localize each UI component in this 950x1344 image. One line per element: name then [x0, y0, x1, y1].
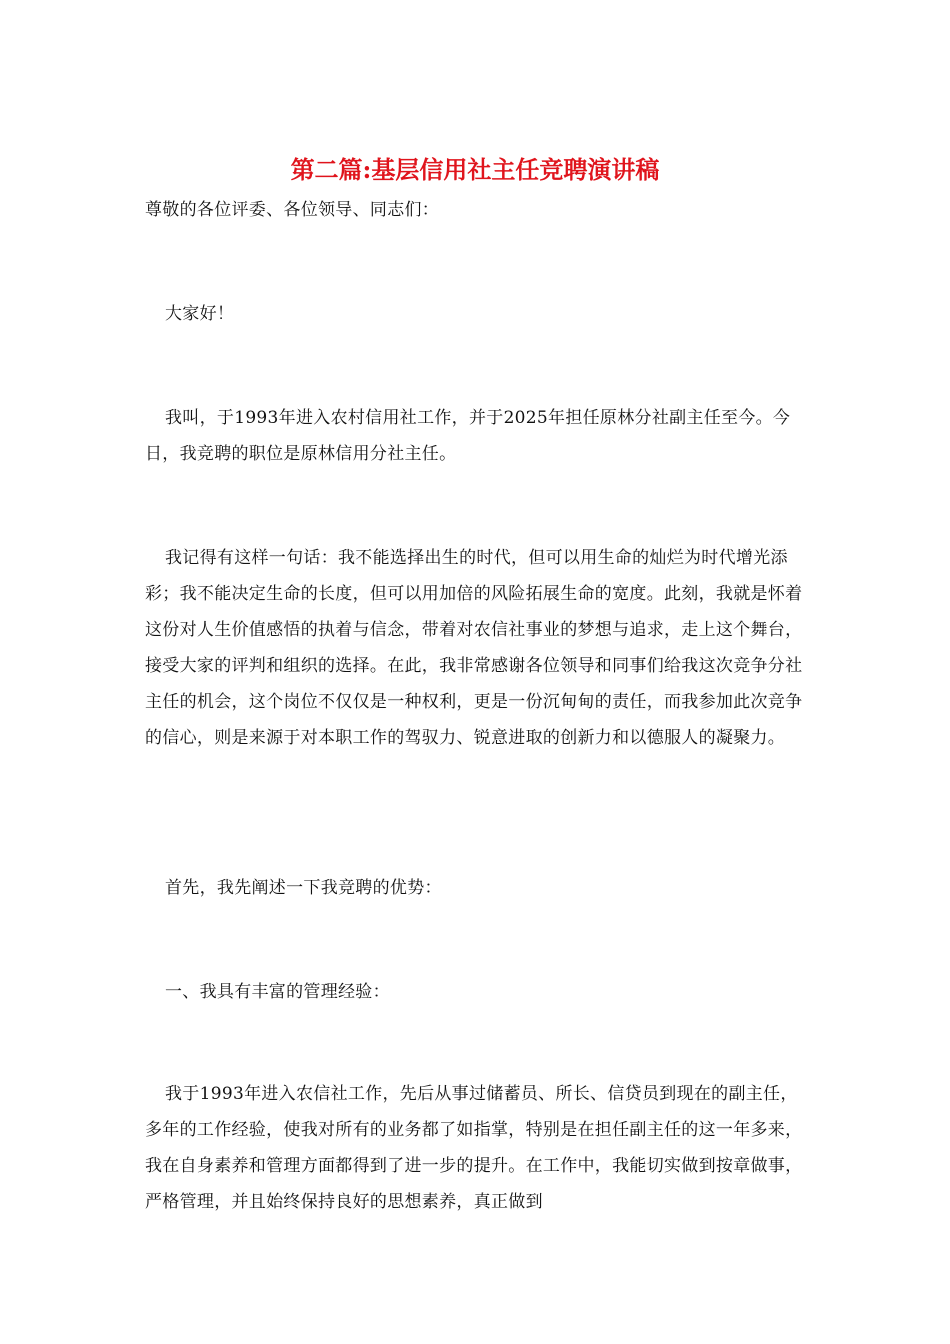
quote-paragraph: 我记得有这样一句话：我不能选择出生的时代，但可以用生命的灿烂为时代增光添彩；我不能决定生命的长度，但可以用加倍的风险拓展生命的宽度。此刻，我就是怀着这份对人生价值感悟的执着与信念，带着对农信社事业的梦想与追求，走上这个舞台，接受大家的评判和组织的选择。在此，我非常感谢各位领导和同事们给我这次竞争分社主任的机会，这个岗位不仅仅是一种权利，更是一份沉甸甸的责任，而我参加此次竞争的信心，则是来源于对本职工作的驾驭力、锐意进取的创新力和以德服人的凝聚力。 — [145, 548, 803, 748]
intro-paragraph: 我叫，于1993年进入农村信用社工作，并于2025年担任原林分社副主任至今。今日，我竞聘的职位是原林信用分社主任。 — [145, 408, 791, 464]
section-heading-management: 一、我具有丰富的管理经验： — [165, 982, 390, 1002]
experience-paragraph: 我于1993年进入农信社工作，先后从事过储蓄员、所长、信贷员到现在的副主任，多年的工作经验，使我对所有的业务都了如指掌，特别是在担任副主任的这一年多来，我在自身素养和管理方面都得到了进一步的提升。在工作中，我能切实做到按章做事，严格管理，并且始终保持良好的思想素养，真正做到 — [145, 1084, 803, 1212]
advantages-intro-paragraph: 首先，我先阐述一下我竞聘的优势： — [165, 878, 442, 898]
document-title: 第二篇:基层信用社主任竞聘演讲稿 — [290, 155, 660, 184]
greeting-paragraph: 大家好！ — [165, 304, 235, 324]
salutation-paragraph: 尊敬的各位评委、各位领导、同志们： — [145, 200, 440, 220]
